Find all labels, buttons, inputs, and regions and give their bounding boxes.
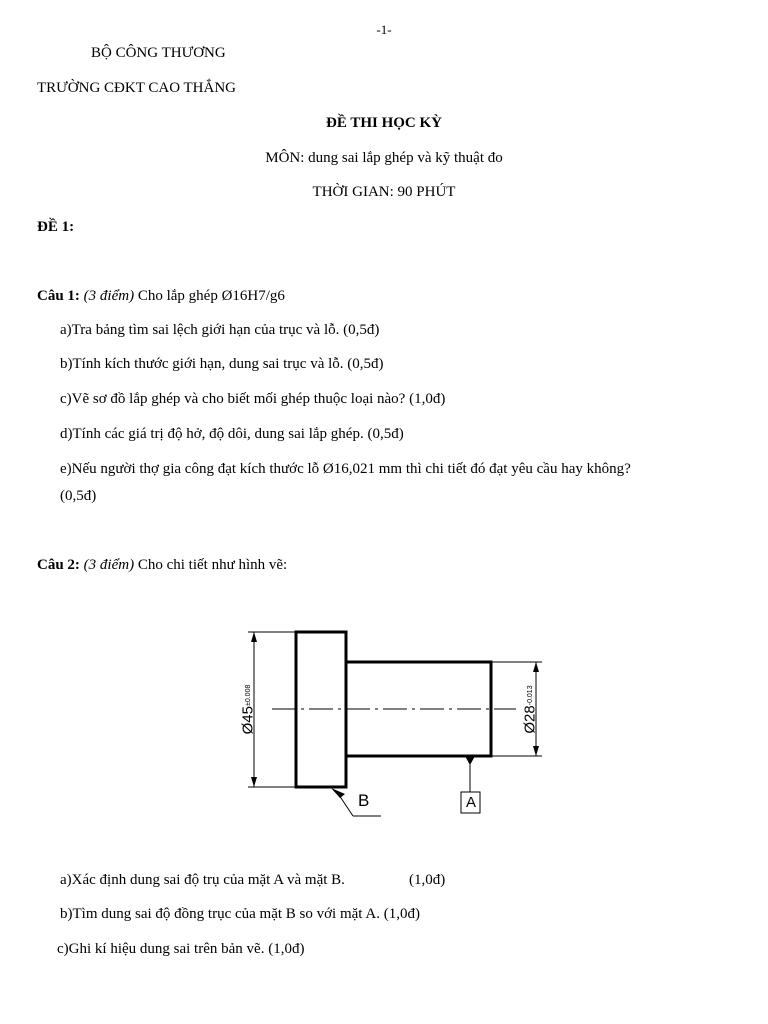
question-1-item-e: e)Nếu người thợ gia công đạt kích thước lỗ Ø16,021 mm thì chi tiết đó đạt yêu cầu hay không? <box>60 461 631 477</box>
datum-triangle <box>465 756 475 765</box>
dimension-label-d45 <box>240 674 257 746</box>
question-1-text: Cho lắp ghép Ø16H7/g6 <box>137 288 285 304</box>
school-name: TRƯỜNG CĐKT CAO THẮNG <box>37 80 237 96</box>
question-1-label: Câu 1: <box>37 288 80 304</box>
question-2-item-b: b)Tìm dung sai độ đồng trục của mặt B so với mặt A. (1,0đ) <box>60 906 420 922</box>
question-1-item-b: b)Tính kích thước giới hạn, dung sai trục và lỗ. (0,5đ) <box>60 356 384 372</box>
question-1-item-e-points: (0,5đ) <box>60 488 97 504</box>
datum-label-a: A <box>465 794 476 811</box>
question-1-item-a: a)Tra bảng tìm sai lệch giới hạn của trục và lỗ. (0,5đ) <box>60 322 380 338</box>
surface-label-b: B <box>358 791 370 810</box>
question-2-item-a-points: (1,0đ) <box>409 872 446 888</box>
exam-time: THỜI GIAN: 90 PHÚT <box>312 184 456 200</box>
leader-arrow <box>331 788 345 798</box>
question-2-text: Cho chi tiết như hình vẽ: <box>137 557 288 573</box>
question-1-item-c: c)Vẽ sơ đồ lắp ghép và cho biết mối ghép thuộc loại nào? (1,0đ) <box>60 391 446 407</box>
page-number: -1- <box>376 22 392 37</box>
question-2-item-a: a)Xác định dung sai độ trụ của mặt A và mặt B. <box>60 872 345 888</box>
question-2-label: Câu 2: <box>37 557 80 573</box>
question-1-points: (3 điểm) <box>83 288 135 304</box>
question-2-item-c: c)Ghi kí hiệu dung sai trên bản vẽ. (1,0đ) <box>57 941 305 957</box>
exam-variant: ĐỀ 1: <box>37 219 75 235</box>
exam-title: ĐỀ THI HỌC KỲ <box>326 115 442 131</box>
dimension-d45-tolerance: ±0.008 <box>245 684 253 706</box>
question-2-points: (3 điểm) <box>83 557 135 573</box>
ministry-name: BỘ CÔNG THƯƠNG <box>91 45 226 61</box>
question-1-item-d: d)Tính các giá trị độ hở, độ dôi, dung sai lắp ghép. (0,5đ) <box>60 426 404 442</box>
dimension-d45-value: Ø45 <box>239 706 257 735</box>
dimension-label-d28 <box>522 672 539 748</box>
dimension-d28-value: Ø28 <box>521 705 539 734</box>
dimension-d28-tolerance: -0.013 <box>527 685 535 706</box>
exam-subject: MÔN: dung sai lắp ghép và kỹ thuật đo <box>265 150 503 166</box>
